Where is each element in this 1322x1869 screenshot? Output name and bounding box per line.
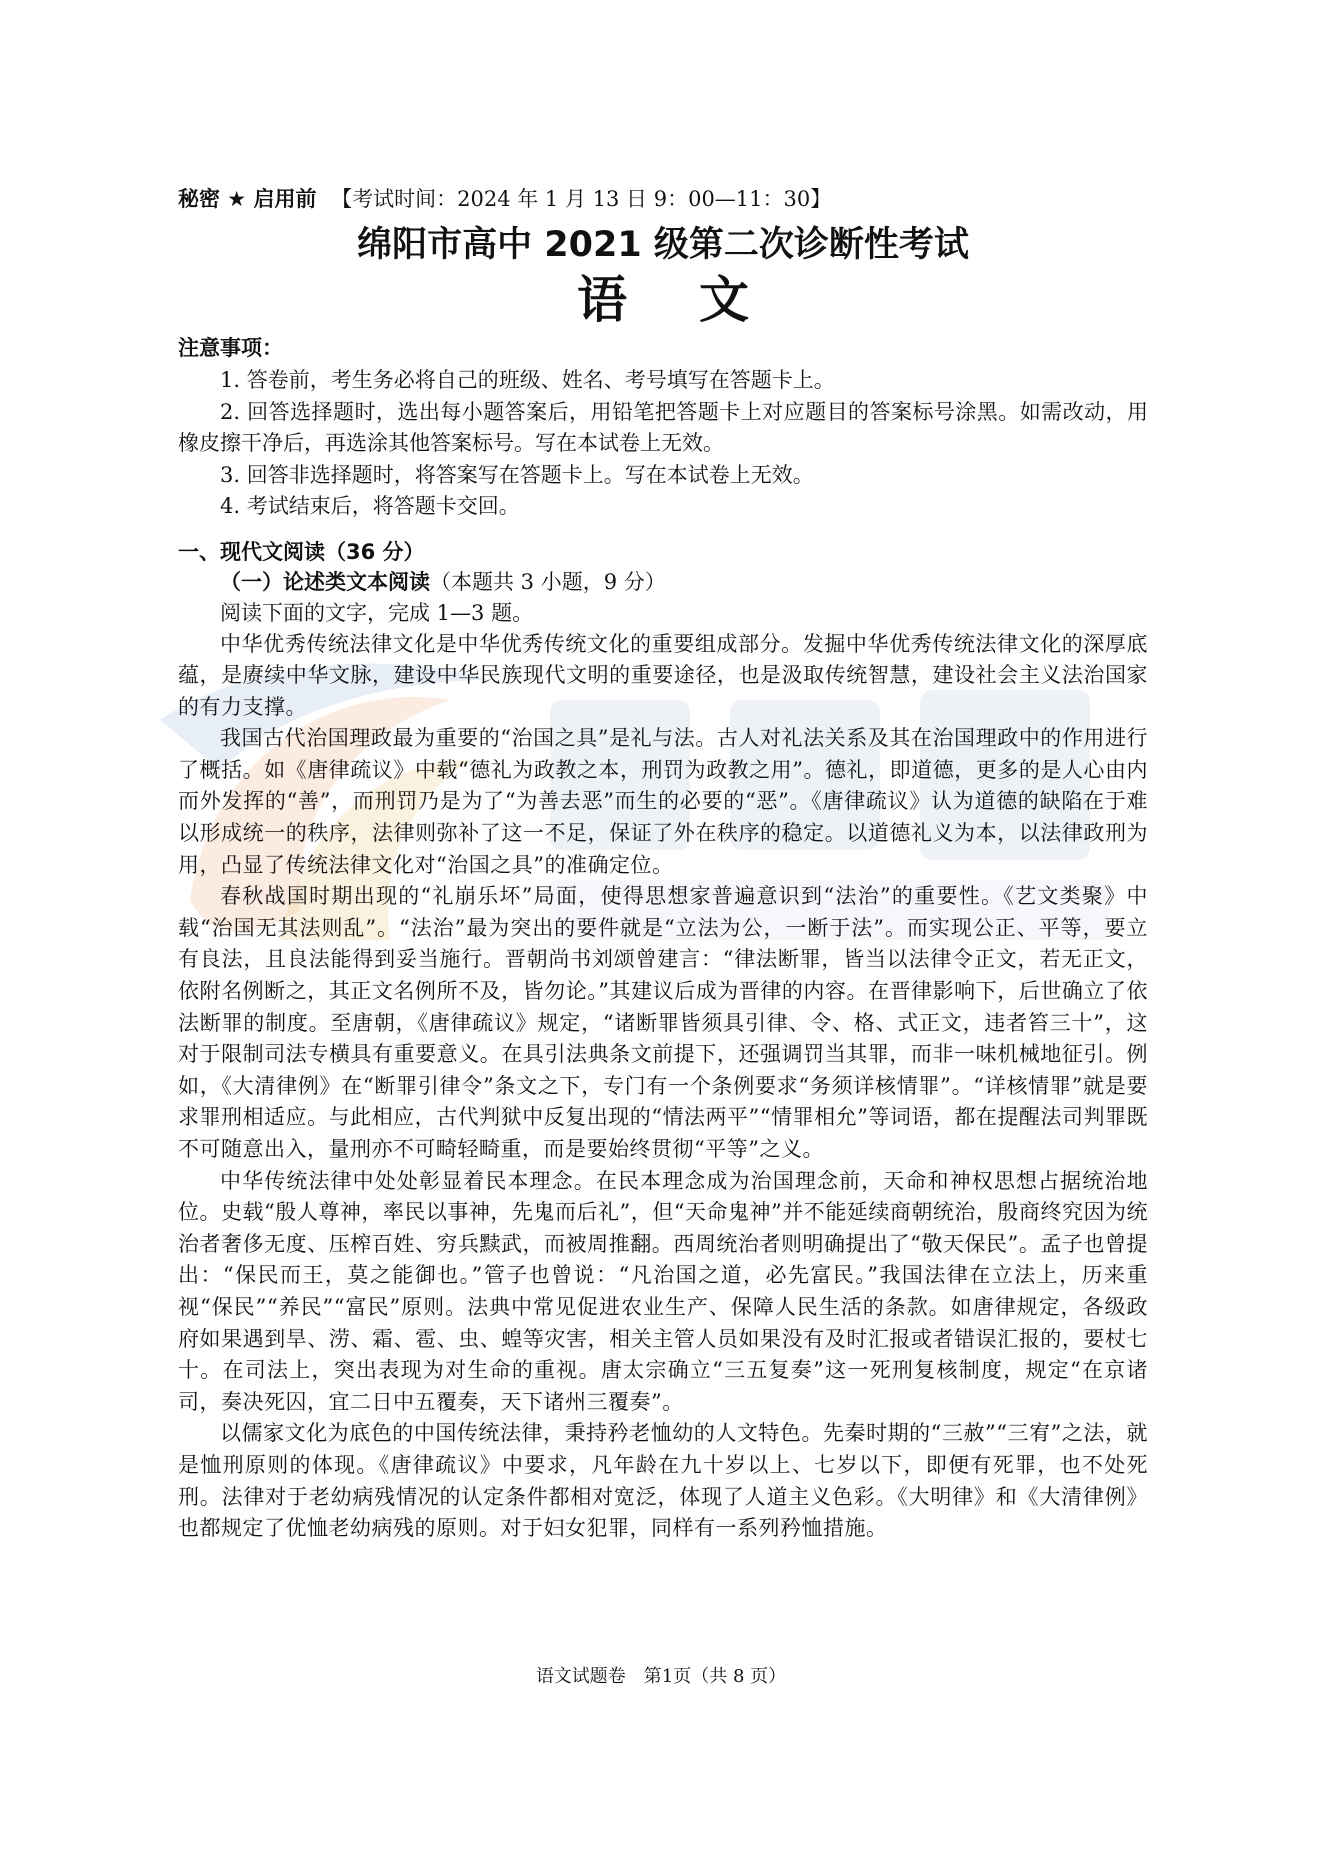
page-footer: 语文试题卷 第1页（共 8 页） [535, 1666, 787, 1687]
passage-paragraph-5: 以儒家文化为底色的中国传统法律，秉持矜老恤幼的人文特色。先秦时期的“三赦”“三宥”之法，就是恤刑原则的体现。《唐律疏议》中要求，凡年龄在九十岁以上、七岁以下，即便有死罪，也不处死刑。法律对于老幼病残情况的认定条件都相对宽泛，体现了人道主义色彩。《大明律》和《大清律例》也都规定了优恤老幼病残的原则。对于妇女犯罪，同样有一系列矜恤措施。 [178, 1421, 1148, 1541]
section-heading: 一、现代文阅读（36 分） [178, 539, 425, 564]
subject-title: 语文 [577, 271, 821, 329]
passage-paragraph-1: 中华优秀传统法律文化是中华优秀传统文化的重要组成部分。发掘中华优秀传统法律文化的深厚底蕴，是赓续中华文脉，建设中华民族现代文明的重要途径，也是汲取传统智慧，建设社会主义法治国家的有力支撑。 [178, 631, 1148, 719]
passage-paragraph-4: 中华传统法律中处处彰显着民本理念。在民本理念成为治国理念前，天命和神权思想占据统治地位。史载“殷人尊神，率民以事神，先鬼而后礼”，但“天命鬼神”并不能延续商朝统治，殷商终究因为统治者奢侈无度、压榨百姓、穷兵黩武，而被周推翻。西周统治者则明确提出了“敬天保民”。孟子也曾提出：“保民而王，莫之能御也。”管子也曾说：“凡治国之道，必先富民。”我国法律在立法上，历来重视“保民”“养民”“富民”原则。法典中常见促进农业生产、保障人民生活的条款。如唐律规定，各级政府如果遇到旱、涝、霜、雹、虫、蝗等灾害，相关主管人员如果没有及时汇报或者错误汇报的，要杖七十。在司法上，突出表现为对生命的重视。唐太宗确立“三五复奏”这一死刑复核制度，规定“在京诸司，奏决死囚，宜二日中五覆奏，天下诸州三覆奏”。 [178, 1168, 1148, 1414]
exam-header [178, 185, 1148, 215]
passage-paragraph-2: 我国古代治国理政最为重要的“治国之具”是礼与法。古人对礼法关系及其在治国理政中的作用进行了概括。如《唐律疏议》中载“德礼为政教之本，刑罚为政教之用”。德礼，即道德，更多的是人心由内而外发挥的“善”，而刑罚乃是为了“为善去恶”而生的必要的“恶”。《唐律疏议》认为道德的缺陷在于难以形成统一的秩序，法律则弥补了这一不足，保证了外在秩序的稳定。以道德礼义为本，以法律政刑为用，凸显了传统法律文化对“治国之具”的准确定位。 [178, 726, 1148, 877]
exam-time: 【考试时间：2024 年 1 月 13 日 9：00—11：30】 [331, 187, 832, 211]
notice-item-4: 4. 考试结束后，将答题卡交回。 [220, 494, 520, 518]
notice-item-3: 3. 回答非选择题时，将答案写在答题卡上。写在本试卷上无效。 [220, 462, 814, 487]
notice-heading: 注意事项： [178, 336, 283, 360]
notice-item-1: 1. 答卷前，考生务必将自己的班级、姓名、考号填写在答题卡上。 [220, 368, 835, 392]
reading-instruction: 阅读下面的文字，完成 1—3 题。 [220, 600, 534, 625]
sub-section-heading [178, 567, 1148, 598]
exam-page [178, 185, 1148, 1545]
exam-title: 绵阳市高中 2021 级第二次诊断性考试 [357, 225, 969, 265]
notice-item-2: 2. 回答选择题时，选出每小题答案后，用铅笔把答题卡上对应题目的答案标号涂黑。如需改动，用橡皮擦干净后，再选涂其他答案标号。写在本试卷上无效。 [178, 399, 1148, 455]
sub-heading-title: （一）论述类文本阅读 [220, 569, 430, 594]
sub-heading-note: （本题共 3 小题，9 分） [430, 569, 666, 594]
secret-label: 秘密 ★ 启用前 [178, 187, 317, 211]
passage-paragraph-3: 春秋战国时期出现的“礼崩乐坏”局面，使得思想家普遍意识到“法治”的重要性。《艺文类聚》中载“治国无其法则乱”。“法治”最为突出的要件就是“立法为公，一断于法”。而实现公正、平等，要立有良法，且良法能得到妥当施行。晋朝尚书刘颂曾建言：“律法断罪，皆当以法律令正文，若无正文，依附名例断之，其正文名例所不及，皆勿论。”其建议后成为晋律的内容。在晋律影响下，后世确立了依法断罪的制度。至唐朝，《唐律疏议》规定，“诸断罪皆须具引律、令、格、式正文，违者笞三十”，这对于限制司法专横具有重要意义。在具引法典条文前提下，还强调罚当其罪，而非一味机械地征引。例如，《大清律例》在“断罪引律令”条文之下，专门有一个条例要求“务须详核情罪”。“详核情罪”就是要求罪刑相适应。与此相应，古代判狱中反复出现的“情法两平”“情罪相允”等词语，都在提醒法司判罪既不可随意出入，量刑亦不可畸轻畸重，而是要始终贯彻“平等”之义。 [178, 884, 1148, 1161]
